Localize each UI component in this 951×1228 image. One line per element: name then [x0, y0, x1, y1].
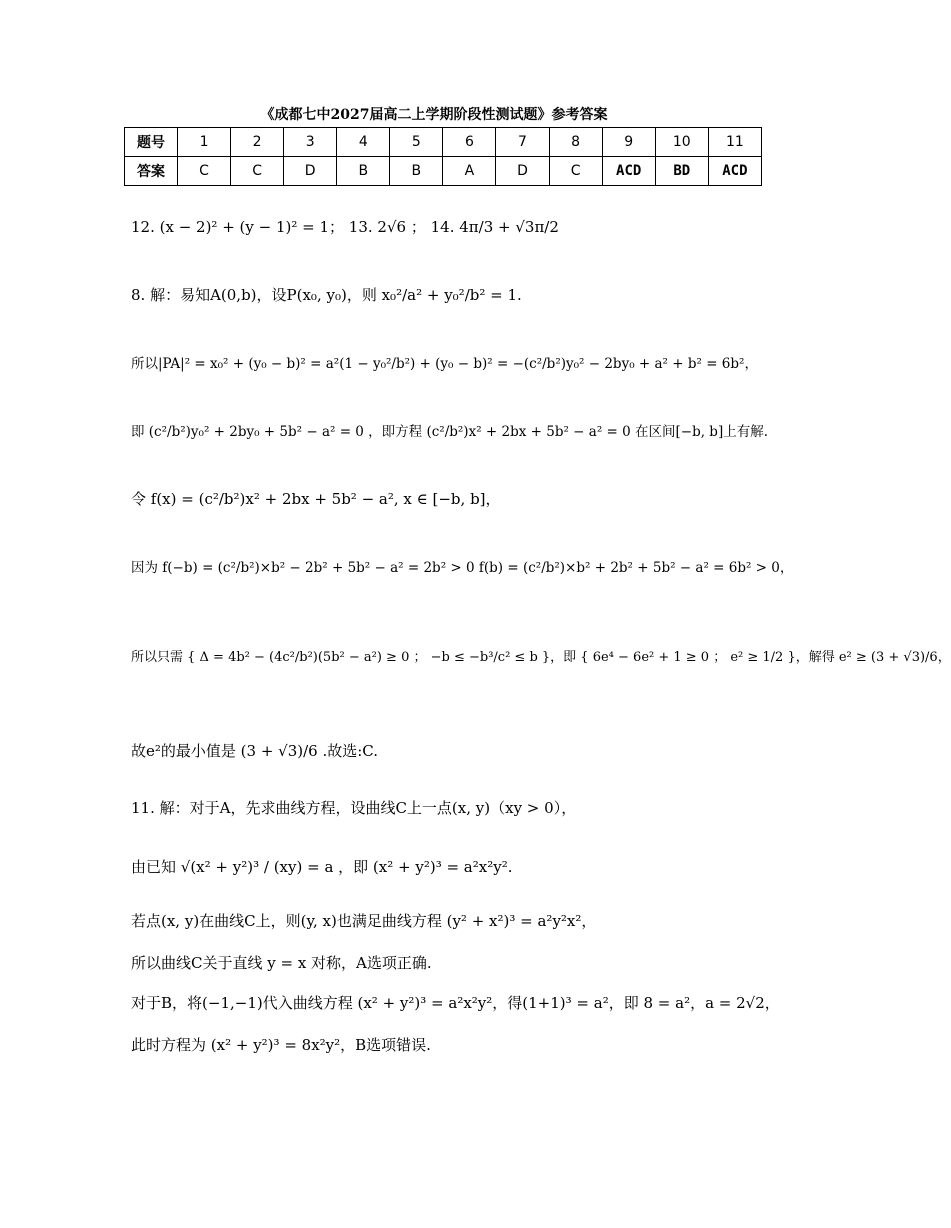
table-cell: ACD	[708, 157, 761, 186]
table-cell: 10	[655, 128, 708, 157]
solution-11-intro: 11. 解：对于A，先求曲线方程，设曲线C上一点(x, y)（xy > 0），	[131, 799, 577, 817]
solution-8-intro: 8. 解：易知A(0,b)，设P(x₀, y₀)，则 x₀²/a² + y₀²/b² = 1.	[131, 286, 522, 304]
solution-11-step-1: 由已知 √(x² + y²)³ / (xy) = a ，即 (x² + y²)³ = a²x²y².	[131, 858, 513, 876]
table-cell: C	[549, 157, 602, 186]
table-cell: D	[496, 157, 549, 186]
table-cell: 8	[549, 128, 602, 157]
table-cell: C	[178, 157, 231, 186]
table-cell: B	[337, 157, 390, 186]
solution-8-conclusion: 故e²的最小值是 (3 + √3)/6 .故选:C.	[131, 742, 379, 760]
solution-8-step-4: 因为 f(−b) = (c²/b²)×b² − 2b² + 5b² − a² = 2b² > 0 f(b) = (c²/b²)×b² + 2b² + 5b² − a² = 6b² > 0，	[131, 560, 794, 576]
solution-8-step-2: 即 (c²/b²)y₀² + 2by₀ + 5b² − a² = 0 ，即方程 (c²/b²)x² + 2bx + 5b² − a² = 0 在区间[−b, b]上有解.	[131, 424, 769, 440]
table-cell: 6	[443, 128, 496, 157]
row-label: 答案	[125, 157, 178, 186]
solution-8-step-1: 所以|PA|² = x₀² + (y₀ − b)² = a²(1 − y₀²/b²) + (y₀ − b)² = −(c²/b²)y₀² − 2by₀ + a² + b² = 6b²，	[131, 356, 758, 372]
table-cell: ACD	[602, 157, 655, 186]
table-cell: A	[443, 157, 496, 186]
solution-11-step-4: 对于B，将(−1,−1)代入曲线方程 (x² + y²)³ = a²x²y²，得(1+1)³ = a²，即 8 = a²，a = 2√2，	[131, 994, 780, 1012]
table-cell: B	[390, 157, 443, 186]
table-row-answers	[125, 157, 762, 186]
table-cell: 2	[231, 128, 284, 157]
page-title: 《成都七中2027届高二上学期阶段性测试题》参考答案	[260, 107, 608, 123]
table-row-numbers	[125, 128, 762, 157]
table-cell: 11	[708, 128, 761, 157]
solution-11-step-5: 此时方程为 (x² + y²)³ = 8x²y²，B选项错误.	[131, 1036, 431, 1054]
solution-8-step-5: 所以只需 { Δ = 4b² − (4c²/b²)(5b² − a²) ≥ 0 ； −b ≤ −b³/c² ≤ b }，即 { 6e⁴ − 6e² + 1 ≥ 0 ； e² ≥ 1/2 }，解得 e² ≥ (3 + √3)/6，	[131, 650, 951, 665]
answer-line-12-14: 12. (x − 2)² + (y − 1)² = 1； 13. 2√6 ； 14. 4π/3 + √3π/2	[131, 218, 559, 236]
table-cell: 1	[178, 128, 231, 157]
table-cell: 4	[337, 128, 390, 157]
solution-11-step-2: 若点(x, y)在曲线C上，则(y, x)也满足曲线方程 (y² + x²)³ = a²y²x²，	[131, 912, 597, 930]
table-cell: D	[284, 157, 337, 186]
solution-11-step-3: 所以曲线C关于直线 y = x 对称，A选项正确.	[131, 954, 432, 972]
table-cell: 3	[284, 128, 337, 157]
table-cell: C	[231, 157, 284, 186]
table-cell: 7	[496, 128, 549, 157]
answer-table	[124, 127, 762, 186]
solution-8-step-3: 令 f(x) = (c²/b²)x² + 2bx + 5b² − a², x ∈ [−b, b]，	[131, 490, 501, 508]
table-cell: 5	[390, 128, 443, 157]
table-cell: 9	[602, 128, 655, 157]
row-label: 题号	[125, 128, 178, 157]
table-cell: BD	[655, 157, 708, 186]
